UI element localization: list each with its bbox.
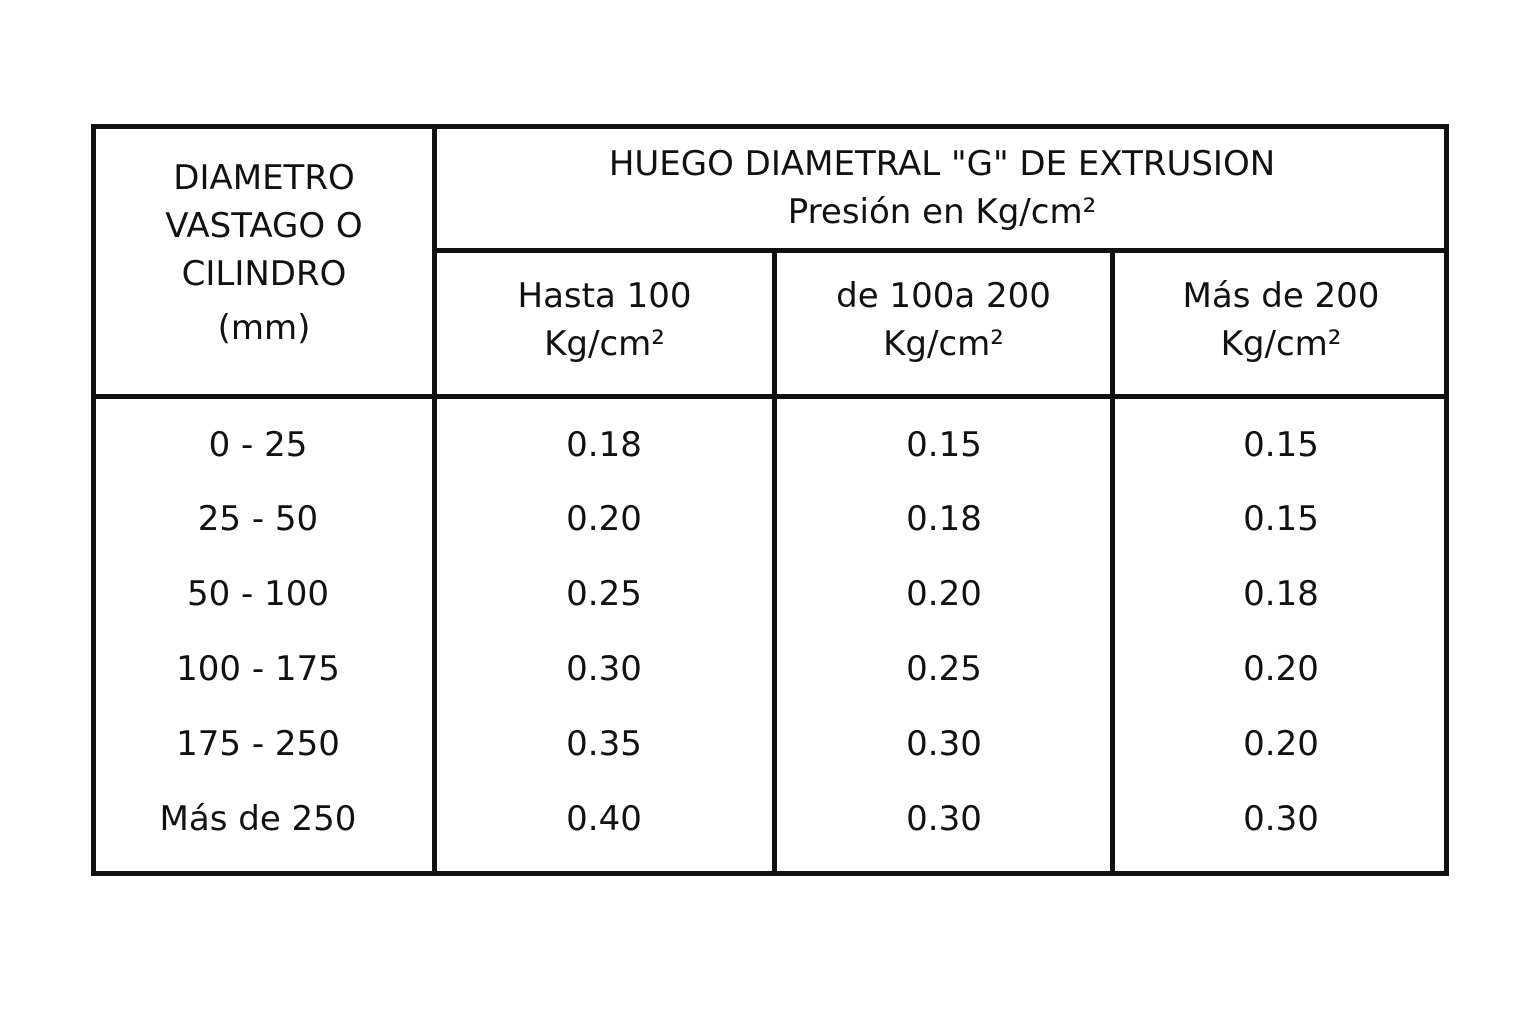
value-cell: 0.35 [566,724,642,764]
header-body-divider [94,394,1446,399]
column-header-line1: Más de 200 [1182,276,1380,316]
group-title: HUEGO DIAMETRAL "G" DE EXTRUSION [608,144,1276,184]
value-cell: 0.15 [906,425,982,465]
column-header [1115,272,1447,368]
diameter-cell: 100 - 175 [176,649,340,689]
value-cell: 0.20 [906,574,982,614]
value-cell: 0.25 [906,649,982,689]
column-header-line1: de 100a 200 [836,276,1051,316]
value-cell: 0.30 [566,649,642,689]
row-label-line: CILINDRO [181,254,347,294]
value-cell: 0.20 [1243,724,1319,764]
column-header-line2: Kg/cm² [544,324,665,364]
value-cell: 0.25 [566,574,642,614]
diameter-cell: 175 - 250 [176,724,340,764]
value-cell: 0.18 [1243,574,1319,614]
value-cell: 0.20 [566,499,642,539]
row-label-line: (mm) [217,308,311,348]
diameter-cell: 50 - 100 [186,574,330,614]
diameter-cell: Más de 250 [159,799,357,839]
value-cell: 0.30 [906,799,982,839]
row-label-header [96,154,432,352]
value-cell: 0.30 [1243,799,1319,839]
header-group-divider [434,248,1446,253]
value-cell: 0.40 [566,799,642,839]
value-cell: 0.18 [906,499,982,539]
column-header-line1: Hasta 100 [517,276,692,316]
value-cell: 0.15 [1243,425,1319,465]
row-label-line: VASTAGO O [165,206,363,246]
column-header-line2: Kg/cm² [1220,324,1342,364]
column-header-line2: Kg/cm² [883,324,1004,364]
value-cell: 0.30 [906,724,982,764]
row-label-line: DIAMETRO [173,158,355,198]
value-cell: 0.15 [1243,499,1319,539]
value-cell: 0.18 [566,425,642,465]
column-header [437,272,772,368]
diameter-cell: 0 - 25 [208,425,308,465]
column-divider [432,127,437,874]
group-header [437,140,1447,236]
column-header [777,272,1110,368]
diameter-cell: 25 - 50 [197,499,319,539]
value-cell: 0.20 [1243,649,1319,689]
group-subtitle: Presión en Kg/cm² [787,192,1097,232]
